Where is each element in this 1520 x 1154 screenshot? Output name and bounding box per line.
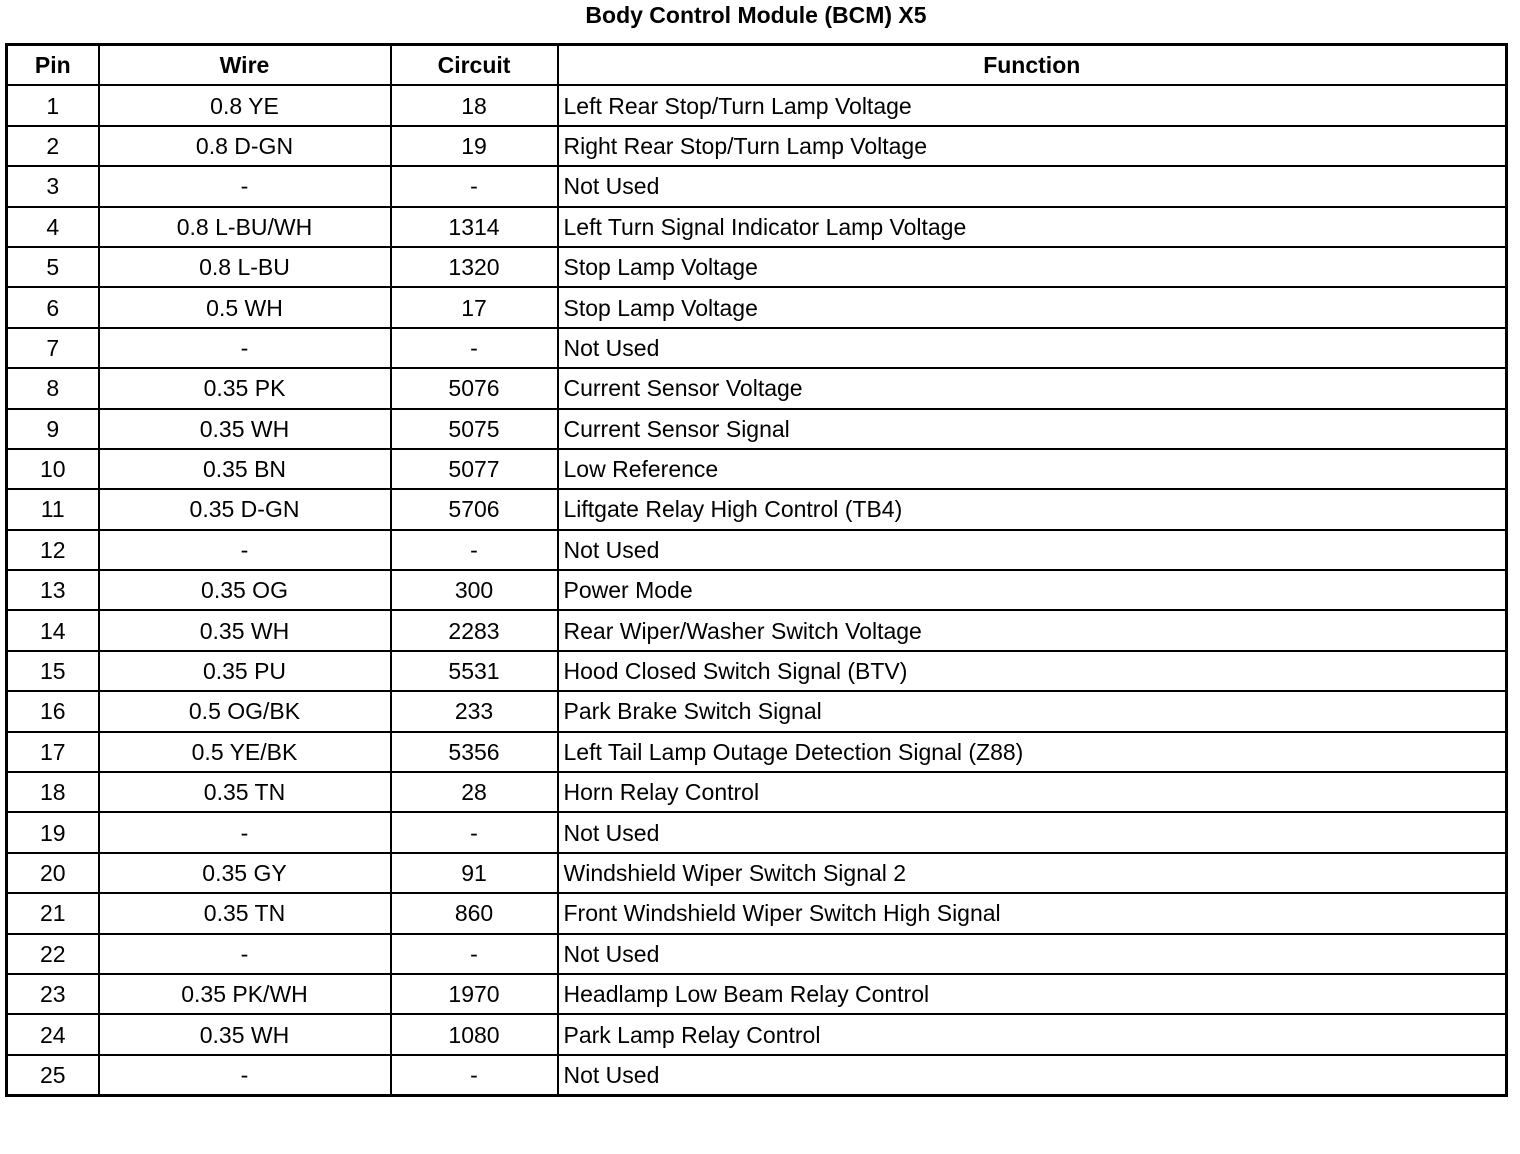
table-header-row [7,45,1507,86]
pin-cell: 5 [7,247,99,287]
function-cell: Low Reference [558,449,1507,489]
circuit-cell: 5356 [391,732,558,772]
wire-cell: 0.35 WH [99,409,391,449]
table-row [7,530,1507,570]
table-row [7,166,1507,206]
function-cell: Front Windshield Wiper Switch High Signal [558,893,1507,933]
circuit-cell: 2283 [391,610,558,650]
table-row [7,85,1507,125]
pin-cell: 11 [7,489,99,529]
pin-cell: 6 [7,287,99,327]
wire-cell: 0.35 PK/WH [99,974,391,1014]
table-row [7,651,1507,691]
function-cell: Not Used [558,1055,1507,1096]
table-row [7,409,1507,449]
pin-cell: 20 [7,853,99,893]
function-cell: Not Used [558,934,1507,974]
table-row [7,207,1507,247]
pinout-table [5,43,1508,1097]
function-cell: Current Sensor Voltage [558,368,1507,408]
wire-cell: - [99,934,391,974]
wire-cell: 0.35 BN [99,449,391,489]
circuit-cell: 5531 [391,651,558,691]
circuit-cell: 233 [391,691,558,731]
table-row [7,893,1507,933]
function-cell: Park Brake Switch Signal [558,691,1507,731]
table-row [7,772,1507,812]
wire-cell: 0.35 GY [99,853,391,893]
function-cell: Headlamp Low Beam Relay Control [558,974,1507,1014]
wire-cell: 0.8 L-BU [99,247,391,287]
function-cell: Not Used [558,530,1507,570]
pin-cell: 1 [7,85,99,125]
table-row [7,812,1507,852]
wire-cell: 0.5 OG/BK [99,691,391,731]
table-row [7,732,1507,772]
header-wire: Wire [99,45,391,86]
table-row [7,368,1507,408]
function-cell: Horn Relay Control [558,772,1507,812]
wire-cell: 0.35 TN [99,772,391,812]
circuit-cell: - [391,530,558,570]
pin-cell: 17 [7,732,99,772]
wire-cell: 0.35 PU [99,651,391,691]
wire-cell: - [99,1055,391,1096]
table-row [7,449,1507,489]
pin-cell: 14 [7,610,99,650]
pin-cell: 9 [7,409,99,449]
wire-cell: - [99,530,391,570]
wire-cell: 0.8 YE [99,85,391,125]
pin-cell: 23 [7,974,99,1014]
circuit-cell: 28 [391,772,558,812]
table-row [7,328,1507,368]
function-cell: Not Used [558,812,1507,852]
function-cell: Power Mode [558,570,1507,610]
wire-cell: 0.35 TN [99,893,391,933]
wire-cell: - [99,812,391,852]
circuit-cell: 17 [391,287,558,327]
circuit-cell: 860 [391,893,558,933]
pin-cell: 8 [7,368,99,408]
wire-cell: - [99,328,391,368]
function-cell: Park Lamp Relay Control [558,1014,1507,1054]
circuit-cell: 5075 [391,409,558,449]
table-row [7,489,1507,529]
pin-cell: 19 [7,812,99,852]
pin-cell: 10 [7,449,99,489]
circuit-cell: 18 [391,85,558,125]
wire-cell: 0.5 YE/BK [99,732,391,772]
table-row [7,934,1507,974]
pin-cell: 4 [7,207,99,247]
function-cell: Rear Wiper/Washer Switch Voltage [558,610,1507,650]
circuit-cell: - [391,328,558,368]
table-row [7,287,1507,327]
function-cell: Left Turn Signal Indicator Lamp Voltage [558,207,1507,247]
wire-cell: 0.35 WH [99,610,391,650]
circuit-cell: 5706 [391,489,558,529]
pin-cell: 24 [7,1014,99,1054]
function-cell: Left Tail Lamp Outage Detection Signal (Z88) [558,732,1507,772]
circuit-cell: - [391,934,558,974]
wire-cell: 0.35 WH [99,1014,391,1054]
pin-cell: 21 [7,893,99,933]
table-row [7,974,1507,1014]
function-cell: Windshield Wiper Switch Signal 2 [558,853,1507,893]
pin-cell: 25 [7,1055,99,1096]
function-cell: Liftgate Relay High Control (TB4) [558,489,1507,529]
pin-cell: 7 [7,328,99,368]
pin-cell: 18 [7,772,99,812]
circuit-cell: 1320 [391,247,558,287]
circuit-cell: 1970 [391,974,558,1014]
table-row [7,1014,1507,1054]
wire-cell: 0.5 WH [99,287,391,327]
table-row [7,610,1507,650]
function-cell: Hood Closed Switch Signal (BTV) [558,651,1507,691]
wire-cell: 0.8 L-BU/WH [99,207,391,247]
pin-cell: 12 [7,530,99,570]
circuit-cell: 1314 [391,207,558,247]
circuit-cell: - [391,166,558,206]
function-cell: Stop Lamp Voltage [558,247,1507,287]
header-function: Function [558,45,1507,86]
circuit-cell: 1080 [391,1014,558,1054]
header-circuit: Circuit [391,45,558,86]
wire-cell: 0.35 OG [99,570,391,610]
pinout-table-body [7,85,1507,1095]
circuit-cell: 5076 [391,368,558,408]
wire-cell: 0.8 D-GN [99,126,391,166]
pin-cell: 2 [7,126,99,166]
function-cell: Not Used [558,328,1507,368]
circuit-cell: 91 [391,853,558,893]
wire-cell: - [99,166,391,206]
pin-cell: 22 [7,934,99,974]
function-cell: Right Rear Stop/Turn Lamp Voltage [558,126,1507,166]
circuit-cell: 5077 [391,449,558,489]
header-pin: Pin [7,45,99,86]
function-cell: Stop Lamp Voltage [558,287,1507,327]
circuit-cell: 300 [391,570,558,610]
pin-cell: 15 [7,651,99,691]
table-row [7,247,1507,287]
table-row [7,1055,1507,1096]
page-title: Body Control Module (BCM) X5 [585,2,927,28]
wire-cell: 0.35 PK [99,368,391,408]
pin-cell: 16 [7,691,99,731]
table-row [7,570,1507,610]
circuit-cell: 19 [391,126,558,166]
wire-cell: 0.35 D-GN [99,489,391,529]
circuit-cell: - [391,812,558,852]
function-cell: Current Sensor Signal [558,409,1507,449]
table-row [7,126,1507,166]
table-row [7,853,1507,893]
pin-cell: 3 [7,166,99,206]
function-cell: Not Used [558,166,1507,206]
circuit-cell: - [391,1055,558,1096]
table-row [7,691,1507,731]
function-cell: Left Rear Stop/Turn Lamp Voltage [558,85,1507,125]
pin-cell: 13 [7,570,99,610]
